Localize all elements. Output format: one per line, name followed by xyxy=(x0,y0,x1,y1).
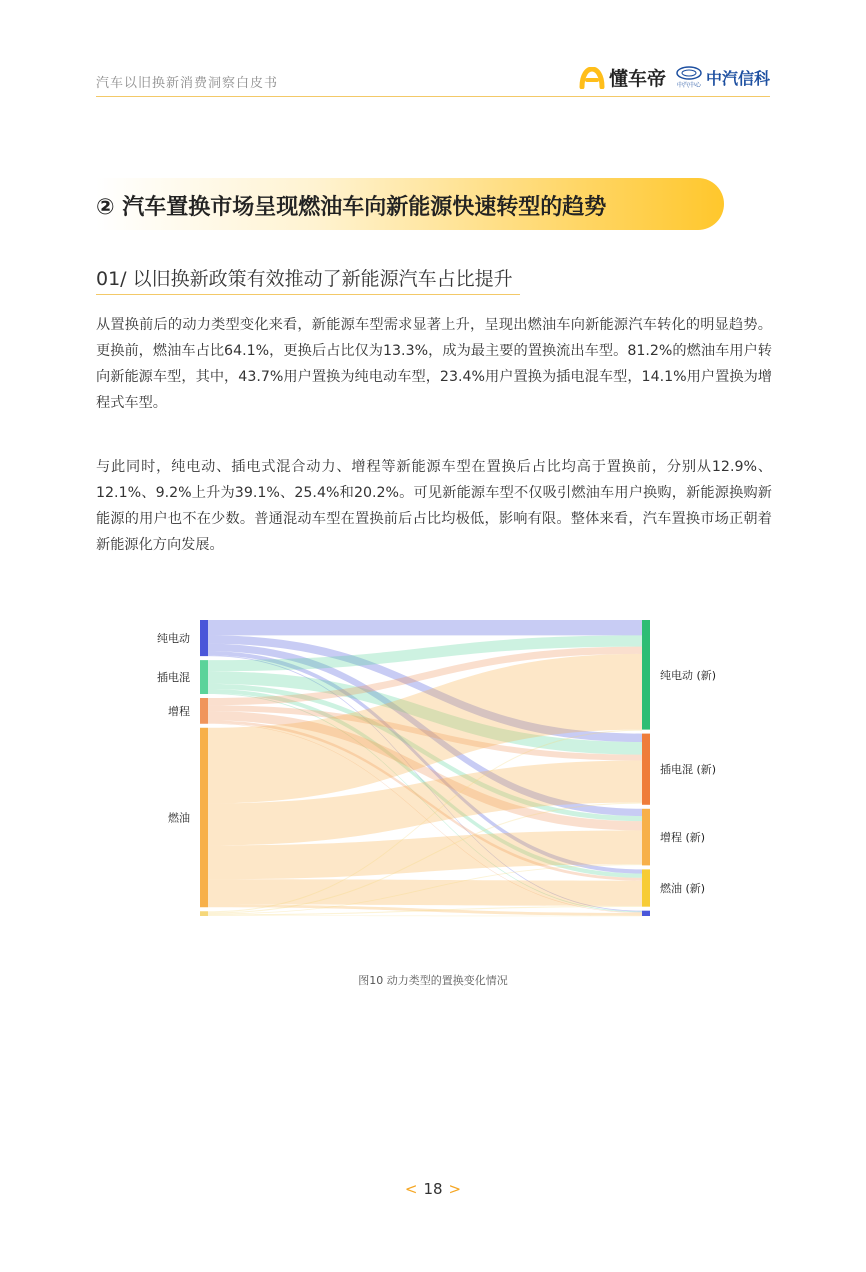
sankey-links xyxy=(208,620,642,916)
page-header xyxy=(96,60,770,97)
sankey-node-right-普通混动新 xyxy=(642,911,650,916)
sankey-link-纯电动-to-纯电动新 xyxy=(208,620,642,635)
sankey-node-right-插电混新 xyxy=(642,734,650,805)
header-logos xyxy=(579,64,770,91)
sankey-node-left-插电混 xyxy=(200,660,208,694)
sankey-label-right-增程新: 增程 (新) xyxy=(660,831,706,845)
next-page-arrow[interactable]: > xyxy=(448,1180,462,1198)
sankey-label-right-插电混新: 插电混 (新) xyxy=(660,763,717,777)
figure-caption: 图10 动力类型的置换变化情况 xyxy=(358,974,508,987)
sankey-chart-container xyxy=(0,600,866,930)
catarc-emblem-icon xyxy=(676,66,702,80)
zhongqi-logo-subtext: 中汽中心 xyxy=(676,82,701,89)
sankey-chart xyxy=(0,600,866,930)
sankey-label-left-纯电动: 纯电动 xyxy=(157,632,190,646)
page-number: 18 xyxy=(423,1180,443,1198)
sankey-node-left-燃油 xyxy=(200,728,208,907)
sankey-node-right-纯电动新 xyxy=(642,620,650,730)
sankey-node-left-纯电动 xyxy=(200,620,208,656)
dongchedi-logo xyxy=(579,64,666,91)
zhongqi-logo-text: 中汽信科 xyxy=(705,69,770,88)
sankey-link-燃油-to-燃油新 xyxy=(208,879,642,906)
sankey-node-right-燃油新 xyxy=(642,869,650,906)
page-number-footer xyxy=(0,1180,866,1198)
section-banner xyxy=(96,178,724,230)
sankey-label-right-纯电动新: 纯电动 (新) xyxy=(660,668,717,682)
zhongqi-logo xyxy=(676,66,770,89)
sankey-label-left-燃油: 燃油 xyxy=(168,811,190,825)
subsection-title: 01/ 以旧换新政策有效推动了新能源汽车占比提升 xyxy=(96,268,513,290)
section-title: ② 汽车置换市场呈现燃油车向新能源快速转型的趋势 xyxy=(96,195,607,220)
prev-page-arrow[interactable]: < xyxy=(404,1180,418,1198)
dongchedi-logo-text: 懂车帝 xyxy=(608,68,666,90)
sankey-node-left-普通混动 xyxy=(200,911,208,916)
sankey-link-普通混动-to-普通混动新 xyxy=(208,915,642,916)
sankey-label-left-增程: 增程 xyxy=(168,704,190,718)
subsection-heading xyxy=(96,264,520,295)
paragraph-1: 从置换前后的动力类型变化来看，新能源车型需求显著上升，呈现出燃油车向新能源汽车转化的明显趋势。更换前，燃油车占比64.1%，更换后占比仅为13.3%，成为最主要的置换流出车型。81.2%的燃油车用户转向新能源车型，其中，43.7%用户置换为纯电动车型，23.4%用户置换为插电混车型，14.1%用户置换为增程式车型。 xyxy=(96,317,772,411)
sankey-label-right-燃油新: 燃油 (新) xyxy=(660,882,706,896)
sankey-label-left-插电混: 插电混 xyxy=(157,671,190,685)
sankey-node-left-增程 xyxy=(200,698,208,724)
paragraph-2: 与此同时，纯电动、插电式混合动力、增程等新能源车型在置换后占比均高于置换前，分别从12.9%、12.1%、9.2%上升为39.1%、25.4%和20.2%。可见新能源车型不仅吸引燃油车用户换购，新能源换购新能源的用户也不在少数。普通混动车型在置换前后占比均极低，影响有限。整体来看，汽车置换市场正朝着新能源化方向发展。 xyxy=(96,459,772,553)
document-title: 汽车以旧换新消费洞察白皮书 xyxy=(96,76,279,91)
dongchedi-logo-icon xyxy=(579,67,605,89)
sankey-node-right-增程新 xyxy=(642,809,650,866)
